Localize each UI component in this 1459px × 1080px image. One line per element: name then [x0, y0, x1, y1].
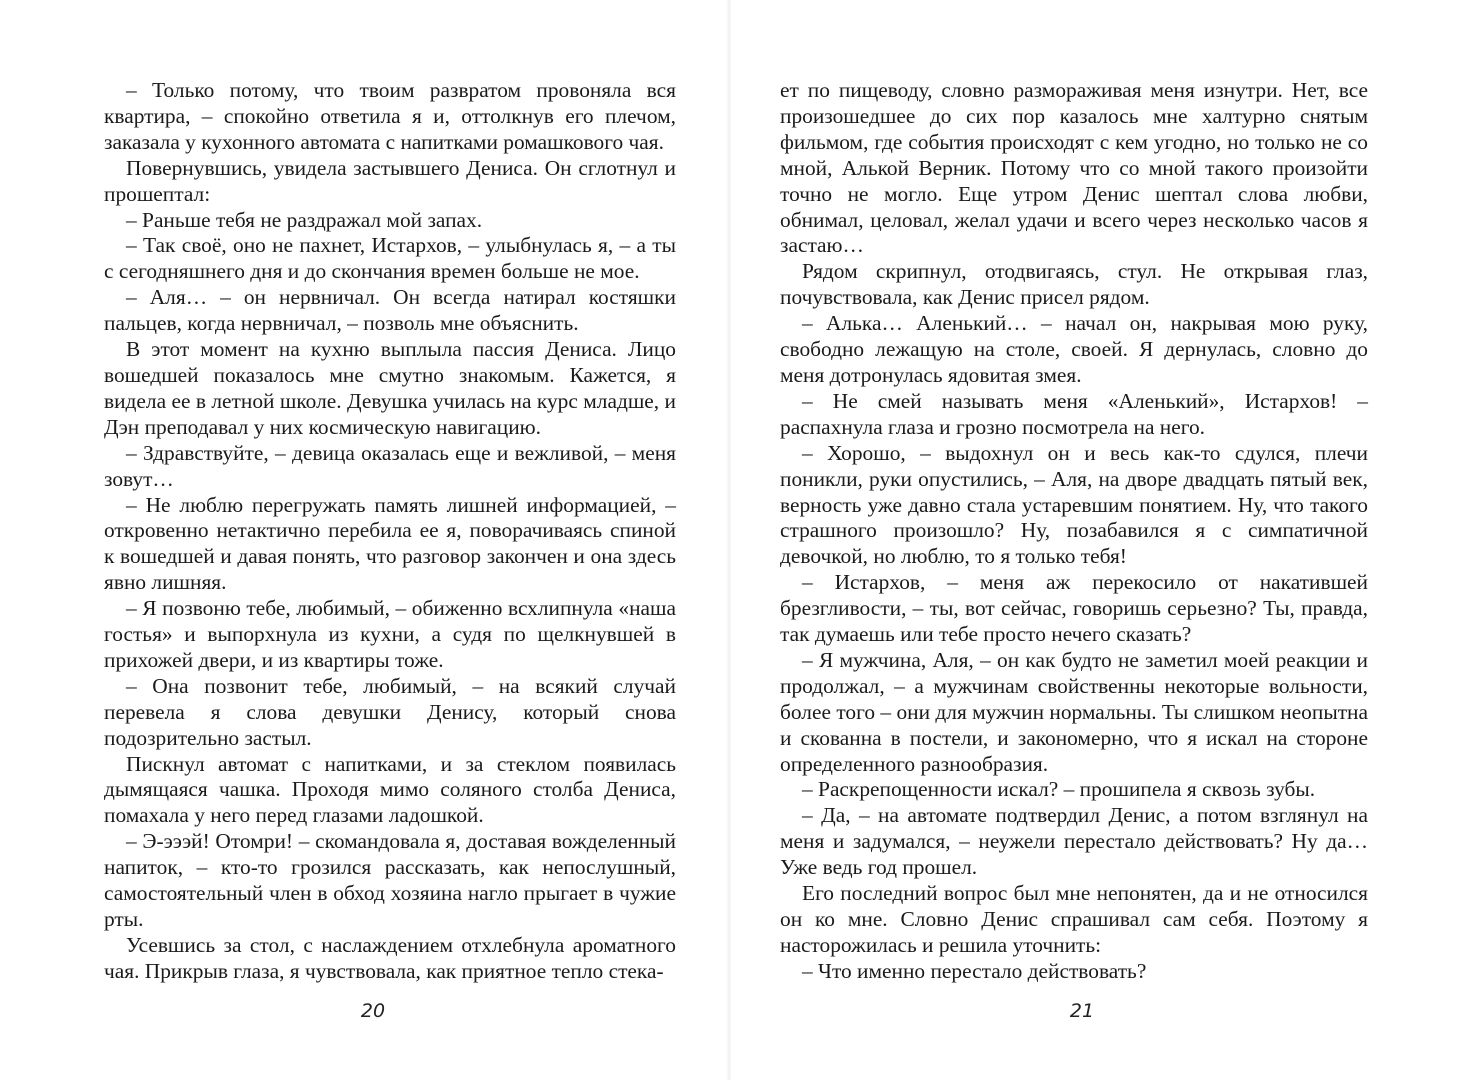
paragraph: – Что именно перестало действовать? [802, 958, 1147, 983]
paragraph: – Аля… – он нервничал. Он всегда натирал костяшки пальцев, когда нервничал, – позволь мне объяснить. [104, 285, 676, 336]
paragraph: – Здравствуйте, – девица оказалась еще и вежливой, – меня зовут… [104, 440, 676, 491]
paragraph: – Раньше тебя не раздражал мой запах. [126, 207, 483, 232]
paragraph: Рядом скрипнул, отодвигаясь, стул. Не открывая глаз, почувствовала, как Денис присел рядом. [780, 259, 1368, 310]
right-page-text [780, 78, 1368, 985]
paragraph: Повернувшись, увидела застывшего Дениса. Он сглотнул и прошептал: [104, 155, 676, 206]
right-page [730, 0, 1459, 1080]
paragraph: – Я мужчина, Аля, – он как будто не заметил моей реакции и продолжал, – а мужчинам свойственны некоторые вольности, более того – они для мужчин нормальны. Ты слишком неопытна и скованна в постели, и закономерно, что я искал на стороне определенного разнообразия. [780, 647, 1368, 776]
paragraph: – Истархов, – меня аж перекосило от накатившей брезгливости, – ты, вот сейчас, говоришь серьезно? Ты, правда, так думаешь или тебе просто нечего сказать? [780, 570, 1368, 647]
paragraph: – Да, – на автомате подтвердил Денис, а потом взглянул на меня и задумался, – неужели перестало действовать? Ну да… Уже ведь год прошел. [780, 803, 1368, 880]
paragraph: – Я позвоню тебе, любимый, – обиженно всхлипнула «наша гостья» и выпорхнула из кухни, а судя по щелкнувшей в прихожей двери, и из квартиры тоже. [104, 596, 676, 672]
paragraph: В этот момент на кухню выплыла пассия Дениса. Лицо вошедшей показалось мне смутно знакомым. Кажется, я видела ее в летной школе. Девушка училась на курс младше, и Дэн преподавал у них космическую навигацию. [104, 337, 676, 439]
paragraph: – Не люблю перегружать память лишней информацией, – откровенно нетактично перебила ее я, поворачиваясь спиной к вошедшей и давая понять, что разговор закончен и она здесь явно лишняя. [104, 492, 676, 595]
paragraph: – Не смей называть меня «Аленький», Истархов! – распахнула глаза и грозно посмотрела на него. [780, 388, 1368, 439]
paragraph: Усевшись за стол, с наслаждением отхлебнула ароматного чая. Прикрыв глаза, я чувствовала, как приятное тепло стека- [104, 932, 676, 983]
paragraph: – Она позвонит тебе, любимый, – на всякий случай перевела я слова девушки Денису, который снова подозрительно застыл. [104, 673, 676, 750]
paragraph: Пискнул автомат с напитками, и за стеклом появилась дымящаяся чашка. Проходя мимо соляного столба Дениса, помахала у него перед глазами ладошкой. [104, 751, 676, 828]
paragraph: – Только потому, что твоим развратом провоняла вся квартира, – спокойно ответила я и, оттолкнув его плечом, заказала у кухонного автомата с напитками ромашкового чая. [104, 78, 676, 154]
left-page [0, 0, 729, 1080]
paragraph: – Раскрепощенности искал? – прошипела я сквозь зубы. [802, 777, 1316, 802]
paragraph: – Так своё, оно не пахнет, Истархов, – улыбнулась я, – а ты с сегодняшнего дня и до скончания времен больше не мое. [104, 233, 676, 284]
page-number: 20 [360, 1000, 386, 1022]
page-number: 21 [1069, 1000, 1095, 1022]
paragraph: – Э-эээй! Отомри! – скомандовала я, доставая вожделенный напиток, – кто-то грозился рассказать, как непослушный, самостоятельный член в обход хозяина нагло прыгает в чужие рты. [104, 829, 676, 931]
paragraph-continuation: ет по пищеводу, словно размораживая меня изнутри. Нет, все произошедшее до сих пор казалось мне халтурно снятым фильмом, где события происходят с кем угодно, но только не со мной, Алькой Верник. Потому что со мной такого произойти точно не могло. Еще утром Денис шептал слова любви, обнимал, целовал, желал удачи и всего через несколько часов я застаю… [780, 78, 1368, 258]
paragraph: Его последний вопрос был мне непонятен, да и не относился он ко мне. Словно Денис спрашивал сам себя. Поэтому я насторожилась и решила уточнить: [780, 881, 1368, 957]
paragraph: – Алька… Аленький… – начал он, накрывая мою руку, свободно лежащую на столе, своей. Я дернулась, словно до меня дотронулась ядовитая змея. [780, 311, 1368, 387]
left-page-text [104, 78, 676, 985]
paragraph: – Хорошо, – выдохнул он и весь как-то сдулся, плечи поникли, руки опустились, – Аля, на дворе двадцать пятый век, верность уже давно стала устаревшим понятием. Ну, что такого страшного произошло? Ну, позабавился я с симпатичной девочкой, но люблю, то я только тебя! [780, 440, 1368, 569]
